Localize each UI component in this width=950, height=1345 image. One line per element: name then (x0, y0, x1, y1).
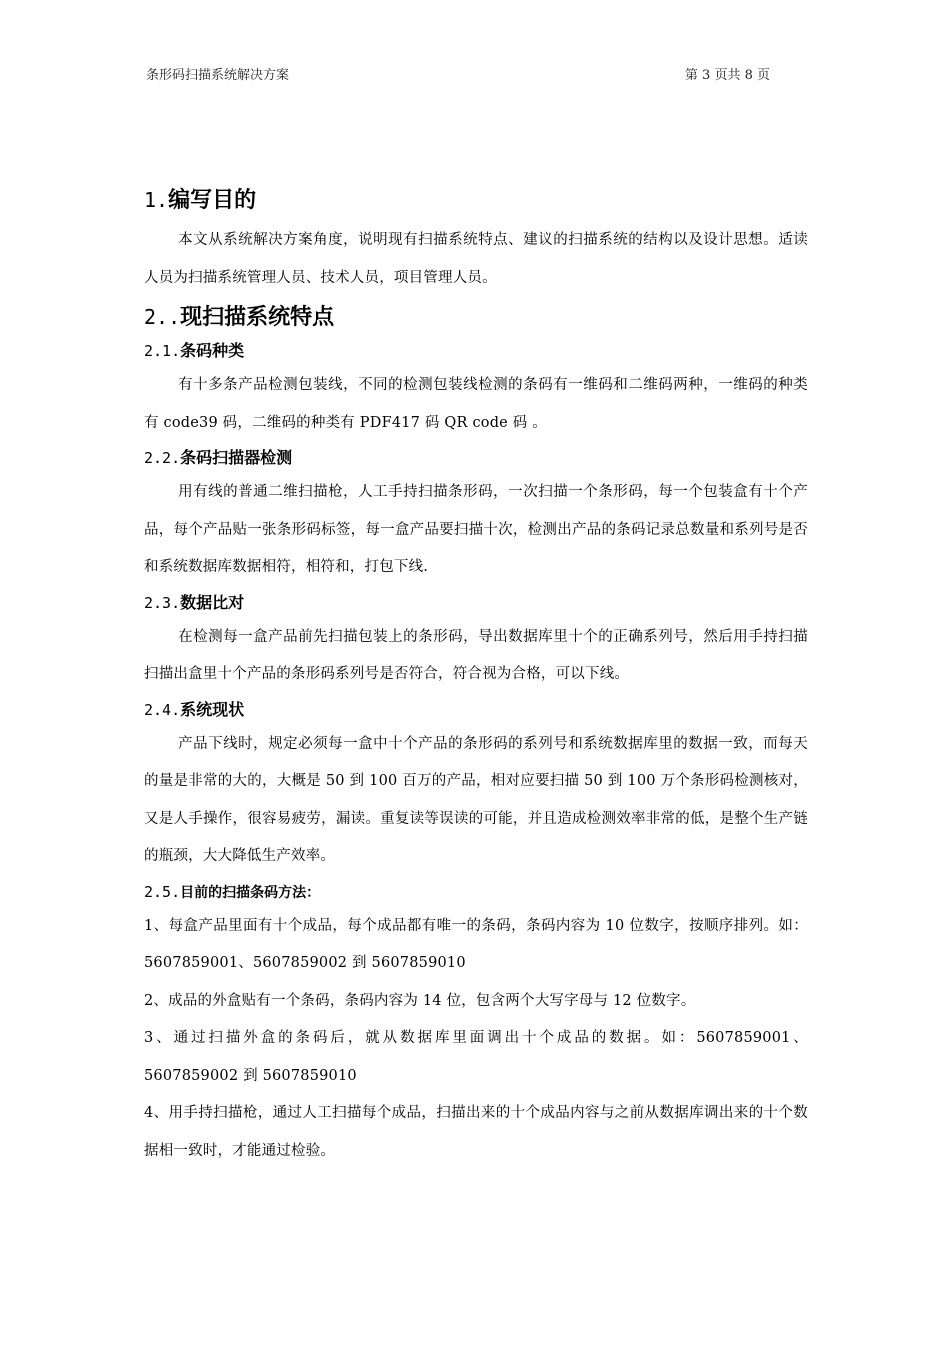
subsection-number: 2.5. (144, 882, 181, 901)
list-item: 1、每盒产品里面有十个成品，每个成品都有唯一的条码，条码内容为 10 位数字，按顺序排列。如：5607859001、5607859002 到 5607859010 (144, 917, 808, 971)
section-number: 1. (144, 188, 169, 212)
section-title: 编写目的 (168, 188, 257, 213)
header-page-info: 第 3 页共 8 页 (684, 68, 770, 83)
subsection-number: 2.3. (144, 593, 181, 612)
subsection-title: 数据比对 (180, 592, 245, 612)
paragraph: 用有线的普通二维扫描枪，人工手持扫描条形码，一次扫描一个条形码，每一个包装盒有十个产品，每个产品贴一张条形码标签，每一盒产品要扫描十次，检测出产品的条码记录总数量和系列号是否和系统数据库数据相符，相符和，打包下线. (144, 484, 808, 575)
subsection-number: 2.1. (144, 342, 181, 360)
paragraph: 本文从系统解决方案角度，说明现有扫描系统特点、建议的扫描系统的结构以及设计思想。适读人员为扫描系统管理人员、技术人员，项目管理人员。 (144, 232, 808, 286)
section-heading-2 (144, 299, 808, 335)
page-content (144, 182, 808, 1170)
list-item: 2、成品的外盒贴有一个条码，条码内容为 14 位，包含两个大写字母与 12 位数字。 (144, 992, 696, 1009)
paragraph: 产品下线时，规定必须每一盒中十个产品的条形码的系列号和系统数据库里的数据一致，而每天的量是非常的大的，大概是 50 到 100 百万的产品，相对应要扫描 50 到 100 万个条形码检测核对，又是人手操作，很容易疲劳，漏读。重复读等误读的可能，并且造成检测效率非常的低，是整个生产链的瓶颈，大大降低生产效率。 (144, 735, 808, 864)
header-doc-title: 条形码扫描系统解决方案 (146, 68, 290, 83)
subsection-number: 2.4. (144, 700, 181, 719)
subsection-title: 条码扫描器检测 (180, 448, 293, 467)
subsection-heading-2-2 (144, 442, 808, 474)
list-item: 3、通过扫描外盒的条码后，就从数据库里面调出十个成品的数据。如：5607859001、5607859002 到 5607859010 (144, 1030, 808, 1084)
page-header (146, 66, 770, 86)
subsection-heading-2-4 (144, 694, 808, 726)
subsection-title: 系统现状 (180, 699, 245, 719)
subsection-heading-2-3 (144, 587, 808, 619)
paragraph: 有十多条产品检测包装线，不同的检测包装线检测的条码有一维码和二维码两种，一维码的种类有 code39 码，二维码的种类有 PDF417 码 QR code 码 。 (144, 377, 808, 431)
subsection-number: 2.2. (144, 449, 181, 467)
subsection-title: 条码种类 (180, 341, 245, 360)
section-number: 2.. (144, 305, 181, 329)
paragraph: 在检测每一盒产品前先扫描包装上的条形码，导出数据库里十个的正确系列号，然后用手持扫描扫描出盒里十个产品的条形码系列号是否符合，符合视为合格，可以下线。 (144, 628, 808, 682)
subsection-title: 目前的扫描条码方法： (180, 884, 321, 901)
list-item: 4、用手持扫描枪，通过人工扫描每个成品，扫描出来的十个成品内容与之前从数据库调出来的十个数据相一致时，才能通过检验。 (144, 1105, 808, 1159)
section-heading-1 (144, 182, 808, 218)
section-title: 现扫描系统特点 (180, 305, 335, 330)
subsection-heading-2-5 (144, 876, 808, 908)
subsection-heading-2-1 (144, 335, 808, 367)
